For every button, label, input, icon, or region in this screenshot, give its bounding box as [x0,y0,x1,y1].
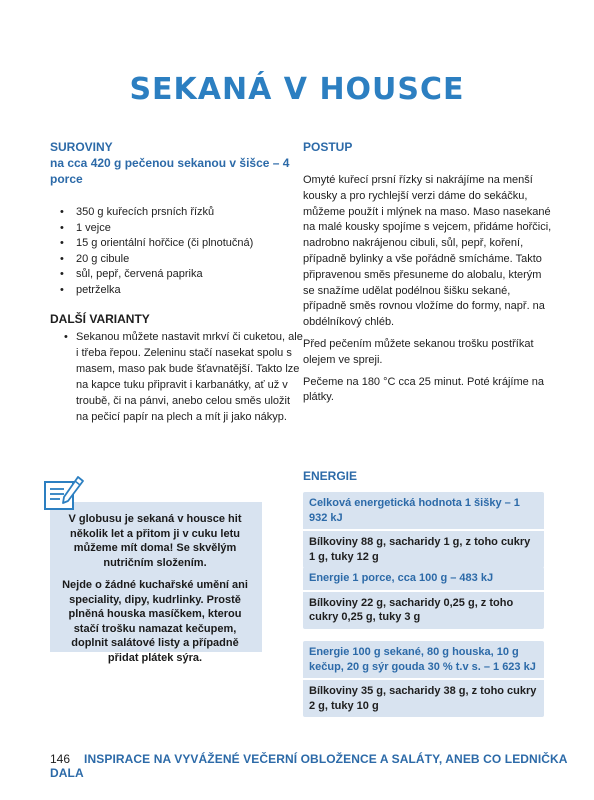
procedure-heading: POSTUP [303,140,353,154]
ingredient-item: • 15 g orientální hořčice (či plnotučná) [74,236,290,252]
energy-box-head: Energie 100 g sekané, 80 g houska, 10 g kečup, 20 g sýr gouda 30 % t.v s. – 1 623 kJ [303,641,544,680]
energy-box-head: Celková energetická hodnota 1 šišky – 1 932 kJ [303,492,544,531]
variants-list [64,329,303,425]
energy-box [303,492,544,568]
ingredient-item: • petrželka [74,283,290,299]
energy-box-body: Bílkoviny 88 g, sacharidy 1 g, z toho cukry 1 g, tuky 12 g [309,536,531,563]
procedure-paragraph: Pečeme na 180 °C cca 25 minut. Poté krájíme na plátky. [303,375,545,404]
info-paragraph: V globusu je sekaná v housce hit několik let a přitom ji v cuku letu můžeme mít doma! Se skvělým nutričním složením. [68,513,242,569]
info-box [50,502,262,664]
ingredients-heading: SUROVINY [50,140,113,154]
energy-heading: ENERGIE [303,469,358,483]
ingredient-item: • sůl, pepř, červená paprika [74,267,290,283]
procedure-paragraph: Před pečením můžete sekanou trošku postříkat olejem ve spreji. [303,337,534,366]
ingredient-item: • 350 g kuřecích prsních řízků [74,205,290,221]
ingredients-list [74,205,290,298]
ingredients-column [50,140,303,425]
energy-box [303,641,544,717]
energy-box-body: Bílkoviny 22 g, sacharidy 0,25 g, z toho cukry 0,25 g, tuky 3 g [309,596,514,623]
ingredients-subheading: na cca 420 g pečenou sekanou v šišce – 4 porce [50,156,290,186]
energy-box [303,567,544,629]
chapter-title: INSPIRACE NA VYVÁŽENÉ VEČERNÍ OBLOŽENCE A SALÁTY, ANEB CO LEDNIČKA DALA [50,752,568,780]
procedure-paragraph: Omyté kuřecí prsní řízky si nakrájíme na menší kousky a pro rychlejší verzi dáme do sekáčku, můžeme použít i mlýnek na maso. Maso nasekané na malé kousky spojíme s vejcem, přidáme hořčici, nadrobno nakrájenou cibuli, sůl, pepř, koření, případně bylinky a vše pořádně smícháme. Takto připravenou směs přesuneme do alobalu, kterým se snažíme udělat podélnou šišku sekané, případně směs rovnou vložíme do formy, např. na obdélníkový chléb. [303,174,552,329]
variants-heading: DALŠÍ VARIANTY [50,312,150,326]
notepad-pencil-icon [42,474,86,512]
energy-box-body: Bílkoviny 35 g, sacharidy 38 g, z toho cukry 2 g, tuky 10 g [309,685,537,712]
energy-box-head: Energie 1 porce, cca 100 g – 483 kJ [303,567,544,592]
page-number: 146 [50,752,71,766]
ingredient-item: • 20 g cibule [74,252,290,268]
variant-item: • Sekanou můžete nastavit mrkví či cuketou, ale i třeba řepou. Zeleninu stačí nasekat spolu s masem, maso pak bude šťavnatější. Takto lze na kapce tuku připravit i karbanátky, ať už v troubě, či na pánvi, anebo celou směs uložit na pečicí papír na plech a mít ji jako nákyp. [64,329,304,425]
recipe-title: SEKANÁ V HOUSCE [129,72,465,107]
info-paragraph: Nejde o žádné kuchařské umění ani speciality, dipy, kudrlinky. Prostě plněná houska masíčkem, kterou stačí trošku namazat kečupem, doplnit salátové listy a případně přidat plátek sýra. [62,579,248,664]
page-footer [50,752,594,780]
ingredient-item: • 1 vejce [74,221,290,237]
procedure-column [303,140,553,406]
